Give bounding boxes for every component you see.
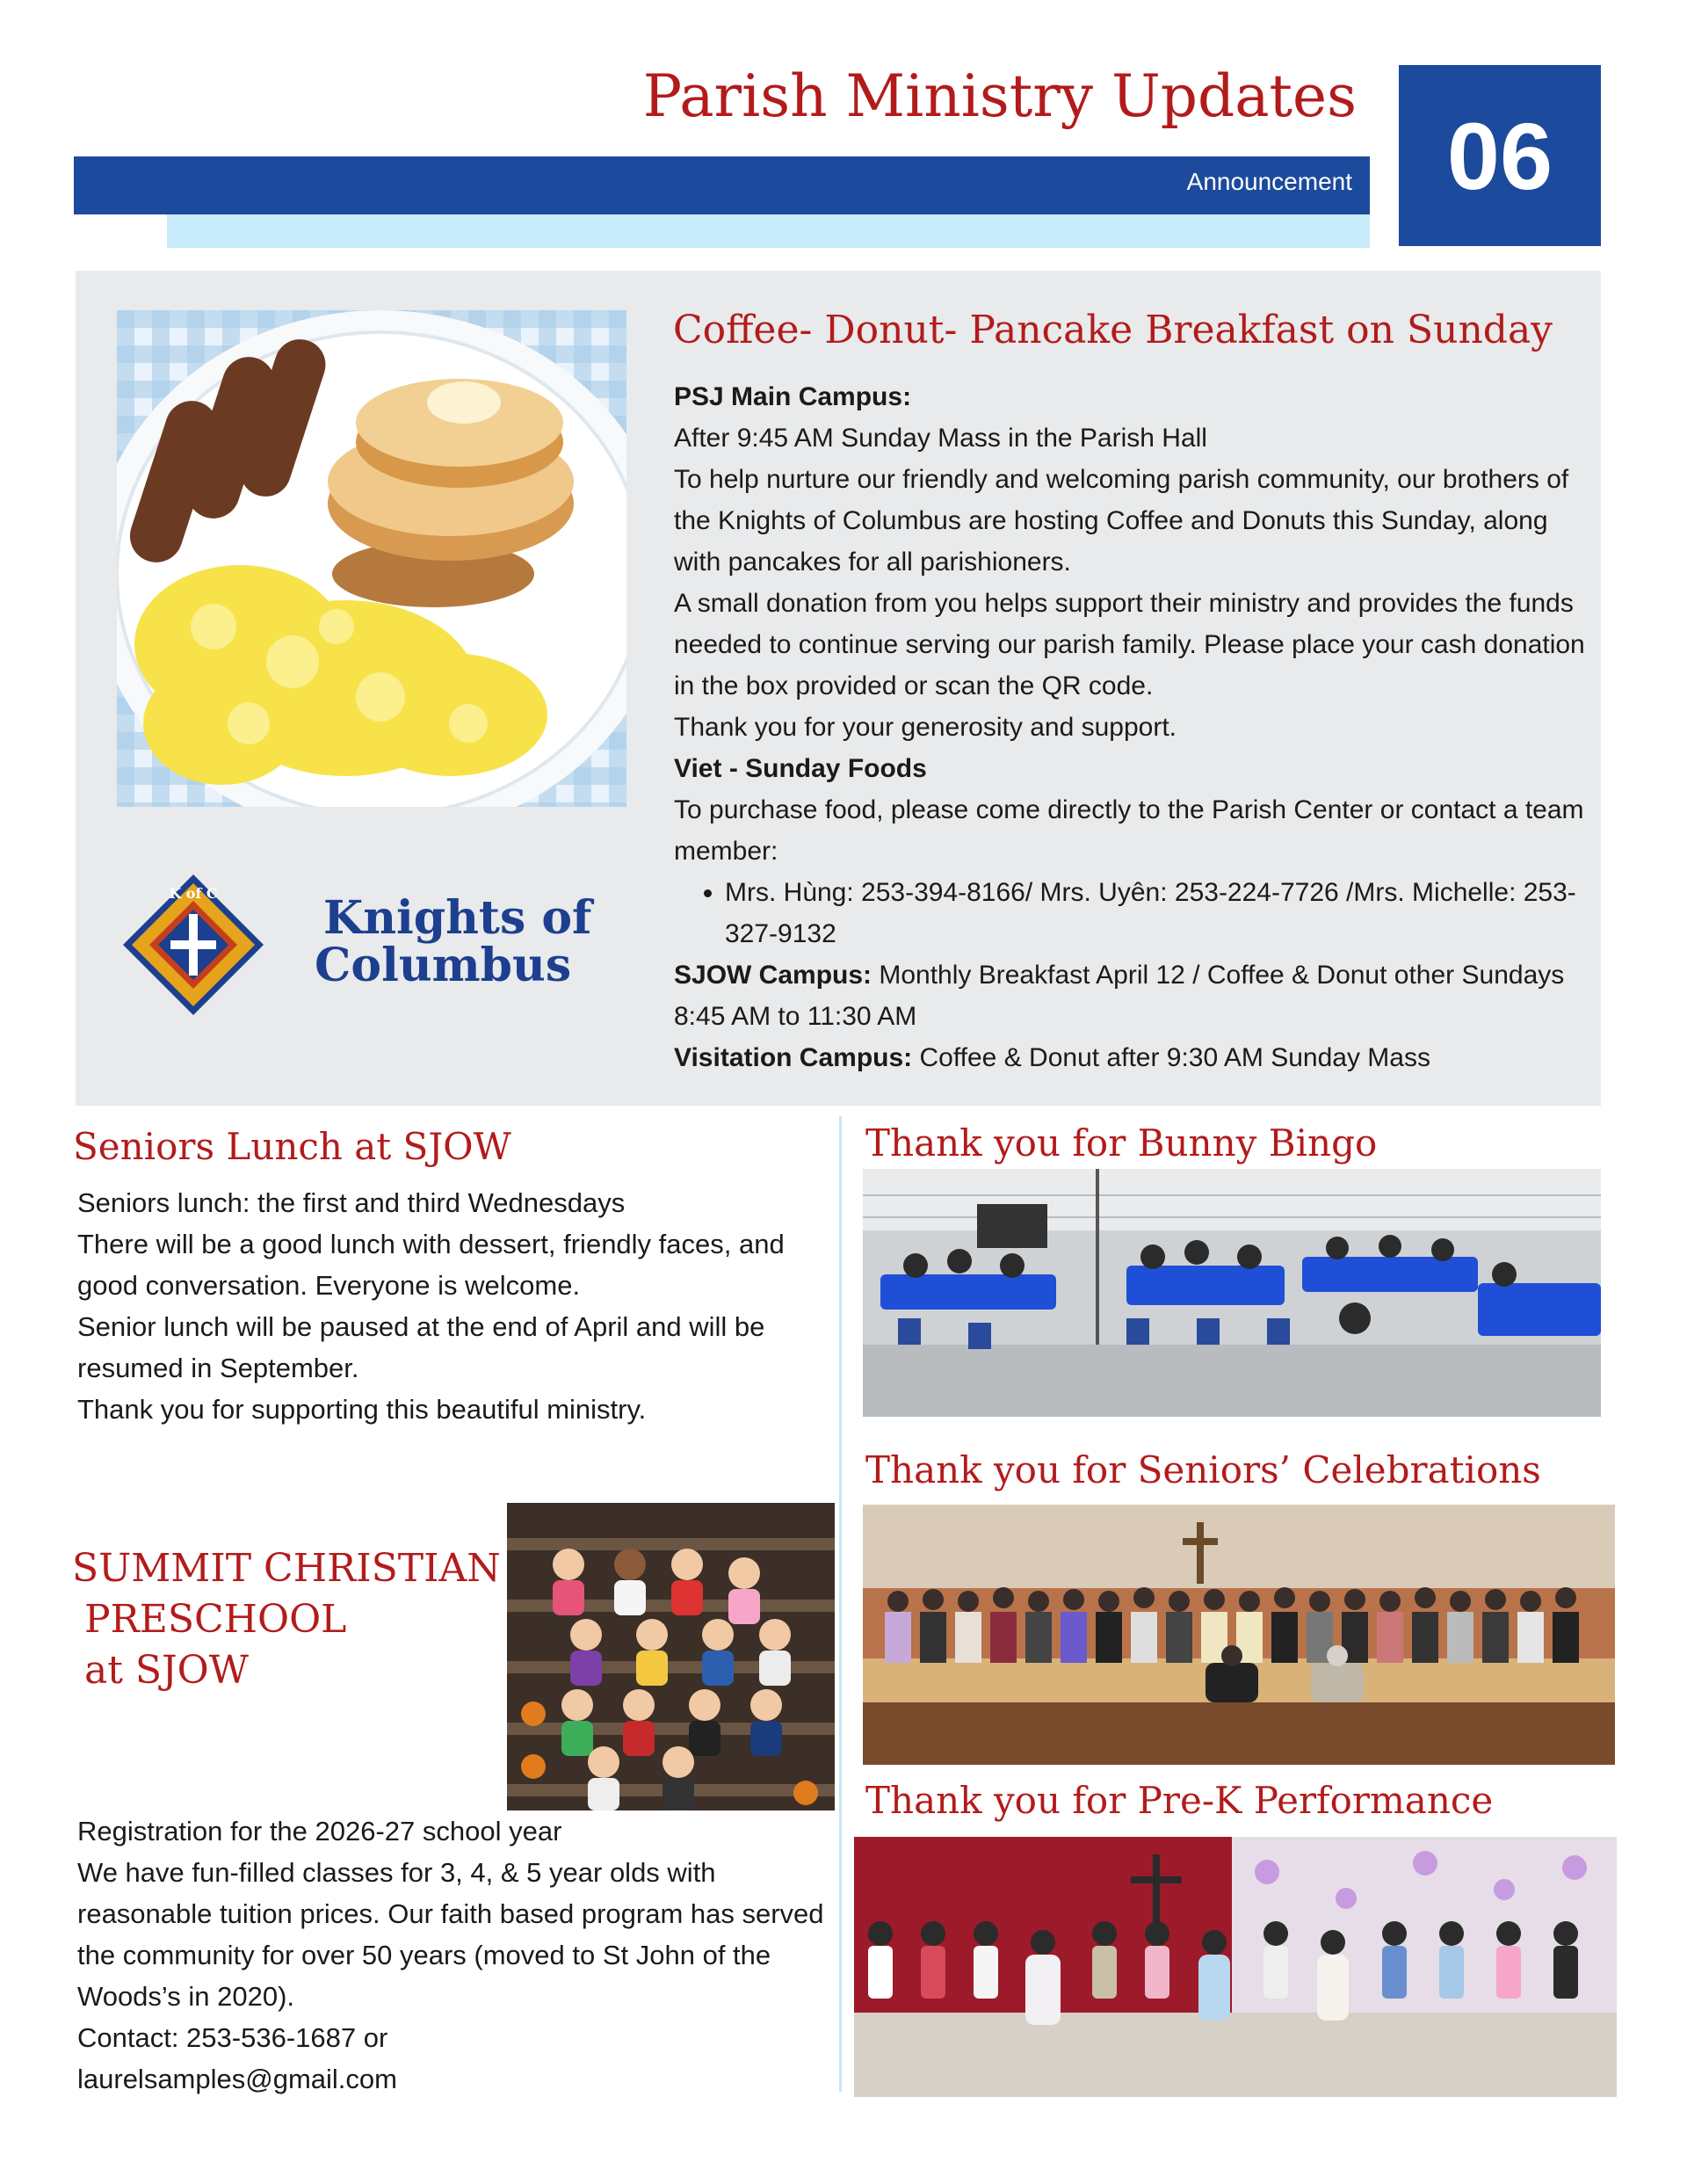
preschool-email[interactable]: laurelsamples@gmail.com — [77, 2064, 397, 2094]
page-title: Parish Ministry Updates — [642, 62, 1357, 130]
psj-paragraph-2: A small donation from you helps support their ministry and provides the funds needed to continue serving our parish family. Please place your cash donation in the box provided or scan the QR code. — [674, 589, 1585, 700]
sjow-line — [674, 954, 1588, 1037]
prek-performance-title: Thank you for Pre-K Performance — [865, 1779, 1494, 1822]
seniors-lunch-title: Seniors Lunch at SJOW — [73, 1125, 511, 1168]
preschool-line-2: We have fun-filled classes for 3, 4, & 5 year olds with reasonable tuition prices. Our faith based program has served the community for over 50 years (moved to St John of the Woods’s in 2020). — [77, 1857, 824, 2012]
seniors-line-2: There will be a good lunch with dessert, friendly faces, and good conversation. Everyone is welcome. — [77, 1229, 785, 1301]
viet-contact-item: • Mrs. Hùng: 253-394-8166/ Mrs. Uyên: 253-224-7726 /Mrs. Michelle: 253-327-9132 — [725, 872, 1588, 954]
seniors-celebrations-photo — [863, 1505, 1615, 1765]
sjow-text: Monthly Breakfast April 12 / Coffee & Donut other Sundays 8:45 AM to 11:30 AM — [674, 961, 1565, 1031]
breakfast-title: Coffee- Donut- Pancake Breakfast on Sunday — [673, 308, 1553, 352]
psj-time: After 9:45 AM Sunday Mass in the Parish Hall — [674, 424, 1207, 453]
header-bar — [74, 156, 1370, 214]
visitation-text: Coffee & Donut after 9:30 AM Sunday Mass — [912, 1043, 1430, 1072]
bunny-bingo-photo — [863, 1169, 1601, 1417]
section-label: Announcement — [1186, 168, 1352, 195]
column-divider — [839, 1116, 842, 2092]
seniors-line-1: Seniors lunch: the first and third Wednesdays — [77, 1187, 626, 1218]
preschool-body — [77, 1810, 833, 2100]
seniors-lunch-body — [77, 1182, 824, 1430]
psj-paragraph-1: To help nurture our friendly and welcoming parish community, our brothers of the Knights of Columbus are hosting Coffee and Donuts this Sunday, along with pancakes for all parishioners. — [674, 465, 1569, 577]
preschool-line-1: Registration for the 2026-27 school year — [77, 1816, 562, 1847]
sjow-label: SJOW Campus: — [674, 961, 872, 990]
preschool-title-line-3: at SJOW — [84, 1648, 249, 1693]
preschool-photo — [507, 1503, 835, 1810]
viet-contact-list — [674, 872, 1588, 954]
bunny-bingo-title: Thank you for Bunny Bingo — [865, 1121, 1378, 1165]
knights-of-columbus-logo — [105, 870, 641, 1019]
seniors-line-3: Senior lunch will be paused at the end of April and will be resumed in September. — [77, 1311, 765, 1383]
viet-text: To purchase food, please come directly to the Parish Center or contact a team member: — [674, 795, 1584, 866]
viet-heading: Viet - Sunday Foods — [674, 754, 927, 783]
logo-text-line1: Knights of — [323, 891, 592, 945]
prek-performance-photo — [854, 1837, 1617, 2097]
logo-text-line2: Columbus — [315, 939, 572, 992]
preschool-title-line-2: PRESCHOOL — [84, 1597, 347, 1642]
preschool-title — [72, 1543, 501, 1696]
visitation-label: Visitation Campus: — [674, 1043, 913, 1072]
preschool-line-3: Contact: 253-536-1687 or — [77, 2022, 388, 2053]
seniors-celebrations-title: Thank you for Seniors’ Celebrations — [865, 1448, 1541, 1491]
seniors-line-4: Thank you for supporting this beautiful ministry. — [77, 1394, 647, 1425]
header-accent-bar — [167, 214, 1370, 248]
psj-thanks: Thank you for your generosity and support. — [674, 713, 1177, 742]
breakfast-body — [674, 376, 1588, 1078]
logo-emblem-text: K of C — [169, 885, 218, 902]
breakfast-photo — [117, 310, 626, 807]
visitation-line — [674, 1037, 1588, 1078]
issue-number-badge: 06 — [1399, 65, 1601, 246]
psj-heading: PSJ Main Campus: — [674, 382, 912, 411]
preschool-title-line-1: SUMMIT CHRISTIAN — [72, 1546, 501, 1591]
